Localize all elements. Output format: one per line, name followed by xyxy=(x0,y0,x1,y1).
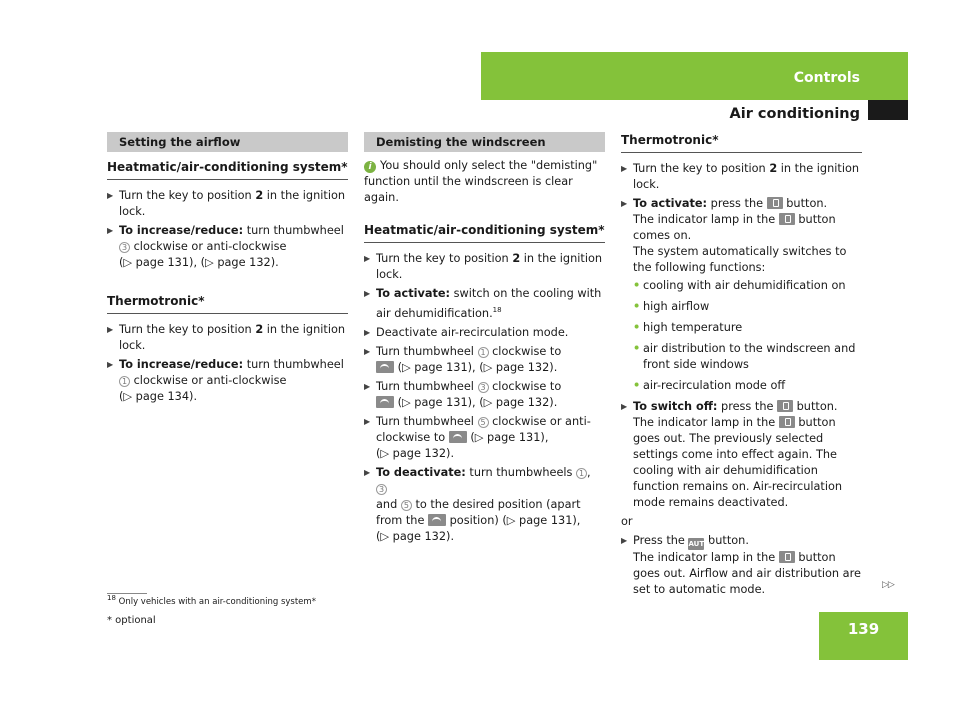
function-list xyxy=(633,278,862,394)
step: ▶ Turn thumbwheel 5 clockwise or anti-clockwise to (▷ page 131), (▷ page 132). xyxy=(364,414,605,462)
step: ▶ To switch off: press the button. The indicator lamp in the button goes out. The previously selected settings come into effect again. The cooling with air dehumidification function remains on. Air-recirculation mode remains deactivated. xyxy=(621,399,862,511)
footnote-ref: 18 xyxy=(492,306,502,314)
step: ▶ Turn thumbwheel 3 clockwise to (▷ page 131), (▷ page 132). xyxy=(364,379,605,411)
auto-button-icon: AUTO xyxy=(688,540,711,548)
step: ▶ To activate: press the button. The indicator lamp in the button comes on. The system automatically switches to the following functions: • cooling with air dehumidification on • high airflow • high temperature • air distribution to the windscreen and front side windows • air-recirculation mode off xyxy=(621,196,862,394)
list-item: • cooling with air dehumidification on xyxy=(633,279,846,292)
column-3 xyxy=(621,132,862,601)
step: ▶ To activate: switch on the cooling with air dehumidification.$^{18}$ xyxy=(364,286,605,322)
step-arrow-icon xyxy=(621,161,627,177)
thumbwheel-number-icon: 3 xyxy=(478,382,489,393)
thumbwheel-number-icon: 1 xyxy=(576,468,587,479)
max-cooling-button-icon xyxy=(777,400,793,412)
max-cooling-button-icon xyxy=(779,551,795,563)
step-arrow-icon xyxy=(621,399,627,415)
column-2 xyxy=(364,132,605,548)
defrost-icon xyxy=(376,396,394,408)
heading-thermotronic: Thermotronic* xyxy=(621,132,862,153)
optional-note: * optional xyxy=(107,615,156,626)
page-number: 139 xyxy=(847,620,880,638)
list-item: • air distribution to the windscreen and front side windows xyxy=(633,342,856,371)
step: ▶ To deactivate: turn thumbwheels 1 , 3 and 5 to the desired position (apart from the position) (▷ page 131), (▷ page 132). xyxy=(364,465,605,545)
max-cooling-button-icon xyxy=(767,197,783,209)
step: ▶ Turn the key to position 2 in the ignition lock. xyxy=(107,188,348,220)
or-text: or xyxy=(621,515,633,528)
max-cooling-button-icon xyxy=(779,213,795,225)
heading-thermotronic: Thermotronic* xyxy=(107,293,348,314)
defrost-icon xyxy=(376,361,394,373)
defrost-icon xyxy=(428,514,446,526)
step-arrow-icon xyxy=(364,344,370,360)
step-arrow-icon xyxy=(364,379,370,395)
footnote: $^{18}$ Only vehicles with an air-conditioning system* xyxy=(107,594,316,607)
column-1 xyxy=(107,132,348,408)
step-arrow-icon xyxy=(364,465,370,481)
info-note: i You should only select the "demisting" function until the windscreen is clear again. xyxy=(364,159,598,204)
step: ▶ Press the AUTO button. The indicator lamp in the button goes out. Airflow and air distribution are set to automatic mode. xyxy=(621,533,862,598)
step-arrow-icon xyxy=(107,188,113,204)
chapter-tab xyxy=(481,52,908,100)
thumbwheel-number-icon: 5 xyxy=(401,500,412,511)
step-arrow-icon xyxy=(364,286,370,302)
section-bar-airflow: Setting the airflow xyxy=(107,132,348,152)
heading-heatmatic: Heatmatic/air-conditioning system* xyxy=(364,222,605,243)
heading-heatmatic: Heatmatic/air-conditioning system* xyxy=(107,159,348,180)
step: ▶ Turn the key to position 2 in the ignition lock. xyxy=(364,251,605,283)
step-arrow-icon xyxy=(107,223,113,239)
thumbwheel-number-icon: 3 xyxy=(119,242,130,253)
steps-thermotronic xyxy=(621,161,862,598)
thumbwheel-number-icon: 1 xyxy=(119,376,130,387)
page-number-box xyxy=(819,612,908,660)
info-icon: i xyxy=(364,161,376,173)
section-title: Air conditioning xyxy=(729,106,860,122)
step-arrow-icon xyxy=(621,533,627,549)
list-item: • high temperature xyxy=(633,321,743,334)
section-bar-demisting: Demisting the windscreen xyxy=(364,132,605,152)
defrost-icon xyxy=(449,431,467,443)
step-arrow-icon xyxy=(364,325,370,341)
step: ▶ Turn the key to position 2 in the ignition lock. xyxy=(621,161,862,193)
step-arrow-icon xyxy=(107,322,113,338)
steps-heatmatic xyxy=(107,188,348,271)
step-arrow-icon xyxy=(364,414,370,430)
steps-thermotronic xyxy=(107,322,348,405)
chapter-marker xyxy=(868,100,908,120)
max-cooling-button-icon xyxy=(779,416,795,428)
step: ▶ Turn the key to position 2 in the ignition lock. xyxy=(107,322,348,354)
step: ▶ Deactivate air-recirculation mode. xyxy=(364,325,605,341)
step-arrow-icon xyxy=(364,251,370,267)
chapter-title: Controls xyxy=(793,70,860,86)
step-arrow-icon xyxy=(621,196,627,212)
list-item: • air-recirculation mode off xyxy=(633,379,786,392)
step: ▶ To increase/reduce: turn thumbwheel 1 clockwise or anti-clockwise (▷ page 134). xyxy=(107,357,348,405)
step: ▶ To increase/reduce: turn thumbwheel 3 clockwise or anti-clockwise (▷ page 131), (▷ page 132). xyxy=(107,223,348,271)
thumbwheel-number-icon: 1 xyxy=(478,347,489,358)
thumbwheel-number-icon: 5 xyxy=(478,417,489,428)
steps-demisting xyxy=(364,251,605,545)
step: ▶ Turn thumbwheel 1 clockwise to (▷ page 131), (▷ page 132). xyxy=(364,344,605,376)
step-arrow-icon xyxy=(107,357,113,373)
thumbwheel-number-icon: 3 xyxy=(376,484,387,495)
continued-arrow-icon: ▷▷ xyxy=(882,580,894,590)
list-item: • high airflow xyxy=(633,300,710,313)
